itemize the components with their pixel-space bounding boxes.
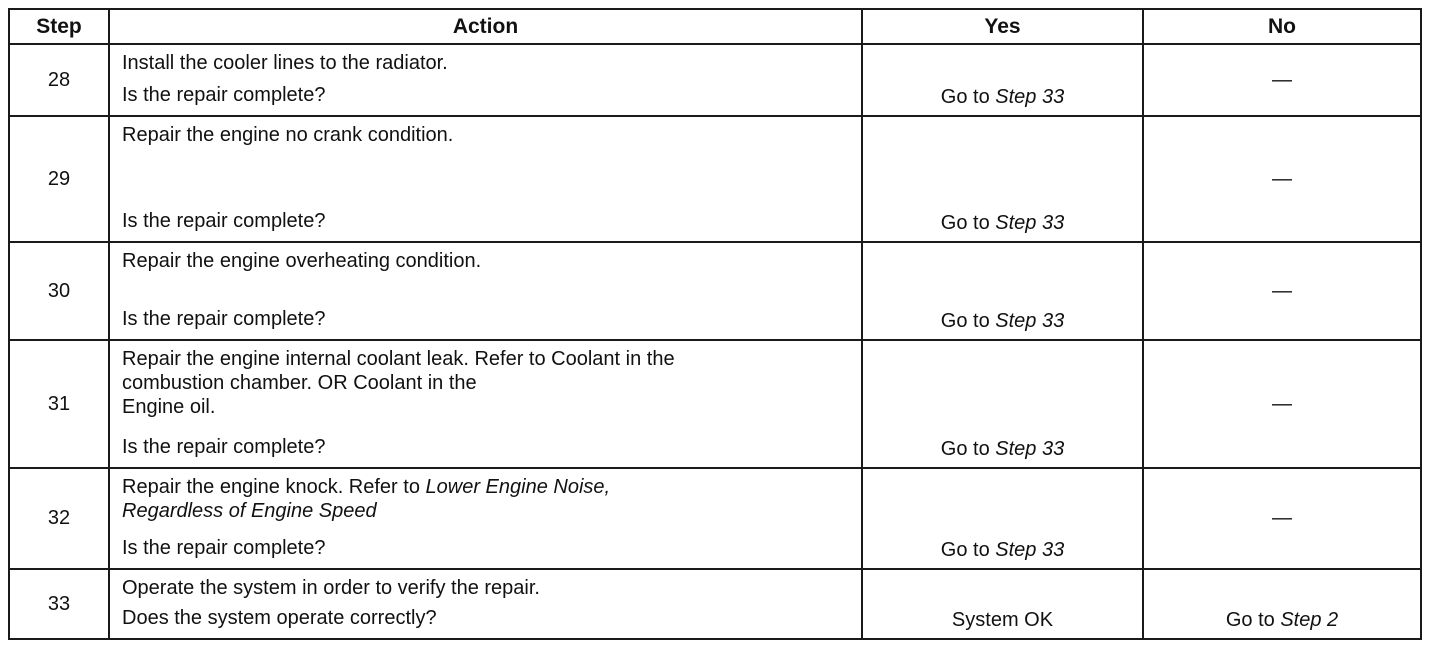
yes-cell <box>862 116 1143 242</box>
no-cell: — <box>1143 116 1421 242</box>
header-row <box>9 9 1421 44</box>
yes-step-link[interactable]: Step 33 <box>995 539 1065 561</box>
table-row <box>9 569 1421 639</box>
table-row <box>9 340 1421 468</box>
action-cell <box>109 468 862 569</box>
action-cell <box>109 569 862 639</box>
table-row <box>9 242 1421 340</box>
yes-prefix: Go to <box>940 539 996 561</box>
action-text: Repair the engine overheating condition. <box>122 250 482 272</box>
step-number: 28 <box>9 44 109 116</box>
action-text: Repair the engine internal coolant leak. Refer to Coolant in the <box>122 348 675 370</box>
no-cell: — <box>1143 242 1421 340</box>
step-number: 32 <box>9 468 109 569</box>
no-cell <box>1143 569 1421 639</box>
question-text: Is the repair complete? <box>122 84 326 106</box>
header-step: Step <box>9 9 109 44</box>
step-number: 30 <box>9 242 109 340</box>
yes-cell <box>862 340 1143 468</box>
table-row <box>9 44 1421 116</box>
yes-step-link[interactable]: Step 33 <box>995 86 1065 108</box>
yes-result: System OK <box>951 609 1054 631</box>
yes-step-link[interactable]: Step 33 <box>995 310 1065 332</box>
no-step-link[interactable]: Step 2 <box>1280 609 1339 631</box>
step-number: 29 <box>9 116 109 242</box>
action-cell <box>109 340 862 468</box>
table-row <box>9 116 1421 242</box>
no-cell: — <box>1143 44 1421 116</box>
step-number: 33 <box>9 569 109 639</box>
yes-step-link[interactable]: Step 33 <box>995 212 1065 234</box>
question-text: Is the repair complete? <box>122 436 326 458</box>
question-text: Does the system operate correctly? <box>122 607 437 629</box>
action-text: Repair the engine no crank condition. <box>122 124 454 146</box>
yes-cell <box>862 468 1143 569</box>
diagnostic-steps-table <box>8 8 1422 640</box>
action-cell <box>109 242 862 340</box>
action-text: combustion chamber. OR Coolant in the <box>122 372 477 394</box>
yes-prefix: Go to <box>940 212 996 234</box>
yes-prefix: Go to <box>940 86 996 108</box>
header-no: No <box>1143 9 1421 44</box>
action-cell <box>109 44 862 116</box>
yes-prefix: Go to <box>940 310 996 332</box>
table-row <box>9 468 1421 569</box>
yes-prefix: Go to <box>940 438 996 460</box>
action-text: Operate the system in order to verify the repair. <box>122 577 540 599</box>
header-action: Action <box>109 9 862 44</box>
action-ref-link[interactable]: Lower Engine Noise, <box>425 476 611 498</box>
action-text: Install the cooler lines to the radiator. <box>122 52 448 74</box>
yes-cell <box>862 569 1143 639</box>
action-text: Repair the engine knock. Refer to <box>122 476 426 498</box>
yes-cell <box>862 242 1143 340</box>
action-cell <box>109 116 862 242</box>
question-text: Is the repair complete? <box>122 308 326 330</box>
yes-cell <box>862 44 1143 116</box>
action-ref-link[interactable]: Regardless of Engine Speed <box>122 500 377 522</box>
step-number: 31 <box>9 340 109 468</box>
no-cell: — <box>1143 468 1421 569</box>
header-yes: Yes <box>862 9 1143 44</box>
question-text: Is the repair complete? <box>122 210 326 232</box>
no-cell: — <box>1143 340 1421 468</box>
yes-step-link[interactable]: Step 33 <box>995 438 1065 460</box>
no-prefix: Go to <box>1225 609 1281 631</box>
question-text: Is the repair complete? <box>122 537 326 559</box>
action-text: Engine oil. <box>122 396 216 418</box>
